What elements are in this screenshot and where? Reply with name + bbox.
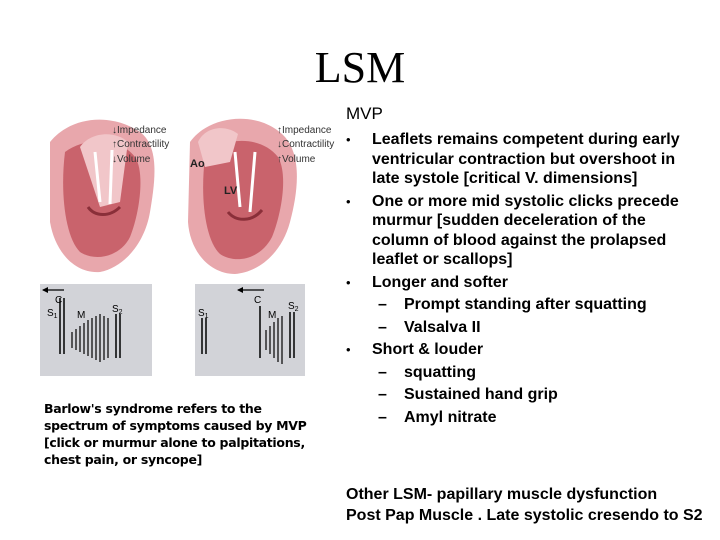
sub-bullet-glyph: – [378, 408, 387, 426]
bullet-text: Longer and softer [372, 273, 509, 291]
sub-bullet-text: Valsalva II [404, 318, 481, 336]
right-legend-volume: ↑Volume [277, 154, 316, 165]
bullet-item [346, 130, 706, 189]
sub-bullet-item [346, 408, 706, 428]
bullet-glyph: • [346, 342, 351, 357]
other-lsm-line-2: Post Pap Muscle . Late systolic cresendo to S2 [346, 507, 703, 524]
sub-bullet-glyph: – [378, 363, 387, 381]
sub-bullet-glyph: – [378, 318, 387, 336]
other-lsm-line-1: Other LSM- papillary muscle dysfunction [346, 486, 658, 503]
sub-bullet-glyph: – [378, 386, 387, 403]
left-legend-contractility: ↑Contractility [112, 139, 170, 150]
sub-bullet-glyph: – [378, 296, 387, 313]
phono-left [40, 284, 152, 376]
lv-label: LV [224, 185, 238, 197]
click-label-right: C [254, 295, 262, 306]
mvp-figure [40, 112, 340, 402]
bullet-list [346, 130, 706, 430]
figure-caption: Barlow's syndrome refers to the spectrum of symptoms caused by MVP [click or murmur alone to palpitations, chest pain, or syncope] [44, 401, 307, 467]
bullet-item [346, 273, 706, 293]
murmur-label-left: M [77, 310, 86, 321]
murmur-label-right: M [268, 310, 277, 321]
left-legend-impedance: ↓Impedance [112, 125, 167, 136]
bullet-glyph: • [346, 193, 351, 209]
bullet-text: Leaflets remains competent during early ventricular contraction but overshoot in late systole [critical V. dimensions] [372, 131, 680, 187]
s1-label-right: $S_1$ [198, 308, 209, 320]
aorta-label: Ao [190, 158, 205, 170]
mvp-illustration [40, 112, 340, 397]
s1-label-left: $S_1$ [47, 308, 58, 320]
s2-label-right: $S_2$ [288, 301, 299, 313]
phono-right [195, 284, 305, 376]
bullet-text: Short & louder [372, 341, 484, 358]
section-heading: MVP [346, 104, 383, 123]
bullet-glyph: • [346, 132, 351, 147]
click-label-left: C [55, 295, 63, 306]
bullet-text: One or more mid systolic clicks precede murmur [sudden deceleration of the column of blood against the prolapsed leaflet or scallops] [372, 192, 679, 268]
right-legend-impedance: ↑Impedance [277, 125, 332, 136]
bullet-item [346, 340, 706, 360]
sub-bullet-text: Sustained hand grip [404, 386, 558, 403]
sub-bullet-text: squatting [404, 363, 476, 381]
sub-bullet-item [346, 385, 706, 405]
other-lsm-note [346, 484, 718, 526]
right-legend-contractility: ↓Contractility [277, 139, 335, 150]
sub-bullet-item [346, 363, 706, 383]
slide-title: LSM [314, 43, 406, 92]
bullet-glyph: • [346, 274, 351, 290]
sub-bullet-item [346, 295, 706, 315]
sub-bullet-text: Amyl nitrate [404, 408, 497, 426]
left-legend-volume: ↓Volume [112, 154, 151, 165]
bullet-item [346, 192, 706, 270]
sub-bullet-item [346, 318, 706, 338]
s2-label-left: $S_2$ [112, 304, 123, 316]
sub-bullet-text: Prompt standing after squatting [404, 296, 647, 313]
